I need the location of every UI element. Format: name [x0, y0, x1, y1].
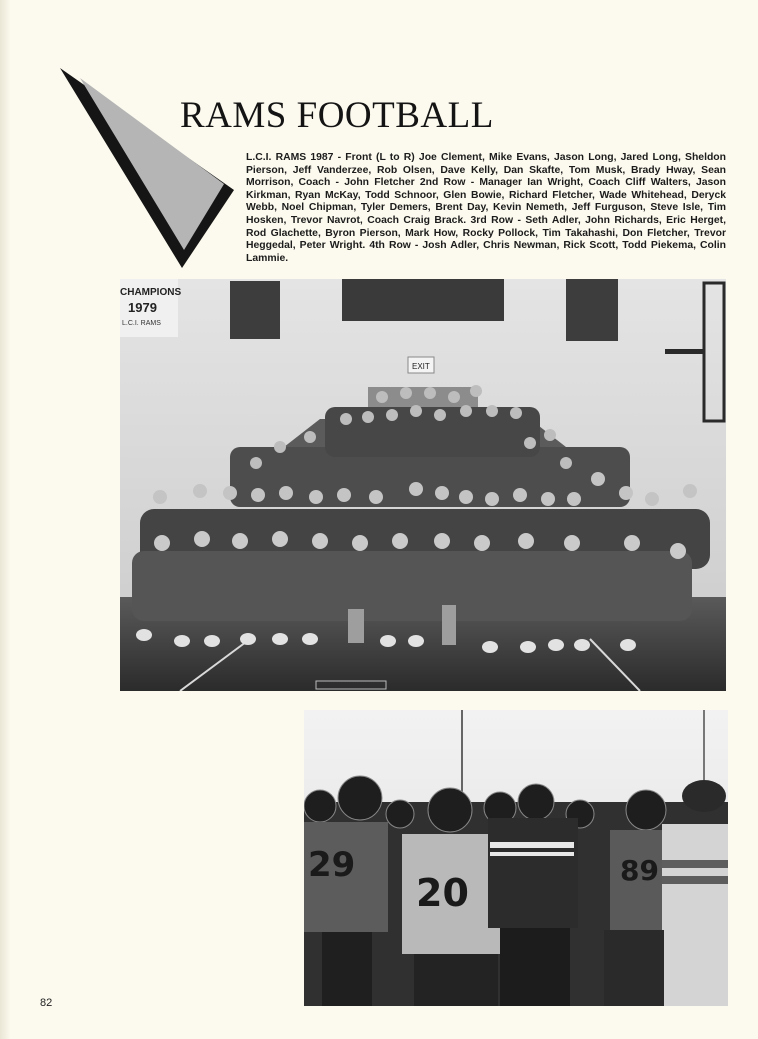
page-number: 82 [40, 997, 53, 1009]
jersey-number: 29 [308, 845, 356, 885]
gym-window [342, 279, 504, 321]
team-roster-caption: L.C.I. RAMS 1987 - Front (L to R) Joe Clement, Mike Evans, Jason Long, Jared Long, Sheldon Pierson, Jeff Vanderzee, Rob Olsen, Dave Kelly, Dan Skafte, Tom Musk, Brady Hway, Sean Morrison, Coach - John Fletcher 2nd Row - Manager Ian Wright, Coach Cliff Walters, Jason Kirkman, Ryan McKay, Todd Schnoor, Glen Bowie, Richard Fletcher, Wade Whitehead, Deryck Webb, Noel Chipman, Tyler Demers, Brent Day, Kevin Nemeth, Jeff Furguson, Steve Isle, Tim Hosken, Trevor Navrot, Coach Craig Brack. 3rd Row - Seth Adler, John Richards, Eric Herget, Rod Glachette, Byron Pierson, Mark How, Rocky Pollock, Tim Takahashi, Don Fletcher, Trevor Heggedal, Peter Wright. 4th Row - Josh Adler, Chris Newman, Rick Scott, Todd Piekema, Colin Lammie. [246, 152, 726, 264]
gym-window [230, 281, 280, 339]
banner-champions-text: CHAMPIONS [120, 287, 182, 298]
banner-team-text: L.C.I. RAMS [122, 320, 161, 327]
page-spine-shadow [0, 0, 10, 1039]
team-group-photo [120, 279, 726, 691]
page-title: RAMS FOOTBALL [180, 95, 494, 136]
trophy [442, 605, 456, 645]
team-huddle-photo [304, 710, 728, 1006]
exit-sign-text: EXIT [412, 362, 430, 371]
pennant-graphic [58, 60, 238, 270]
trophy [348, 609, 364, 643]
gym-window [566, 279, 618, 341]
jersey-number: 89 [620, 854, 659, 887]
banner-year-text: 1979 [128, 300, 157, 315]
jersey-number: 20 [416, 871, 469, 915]
